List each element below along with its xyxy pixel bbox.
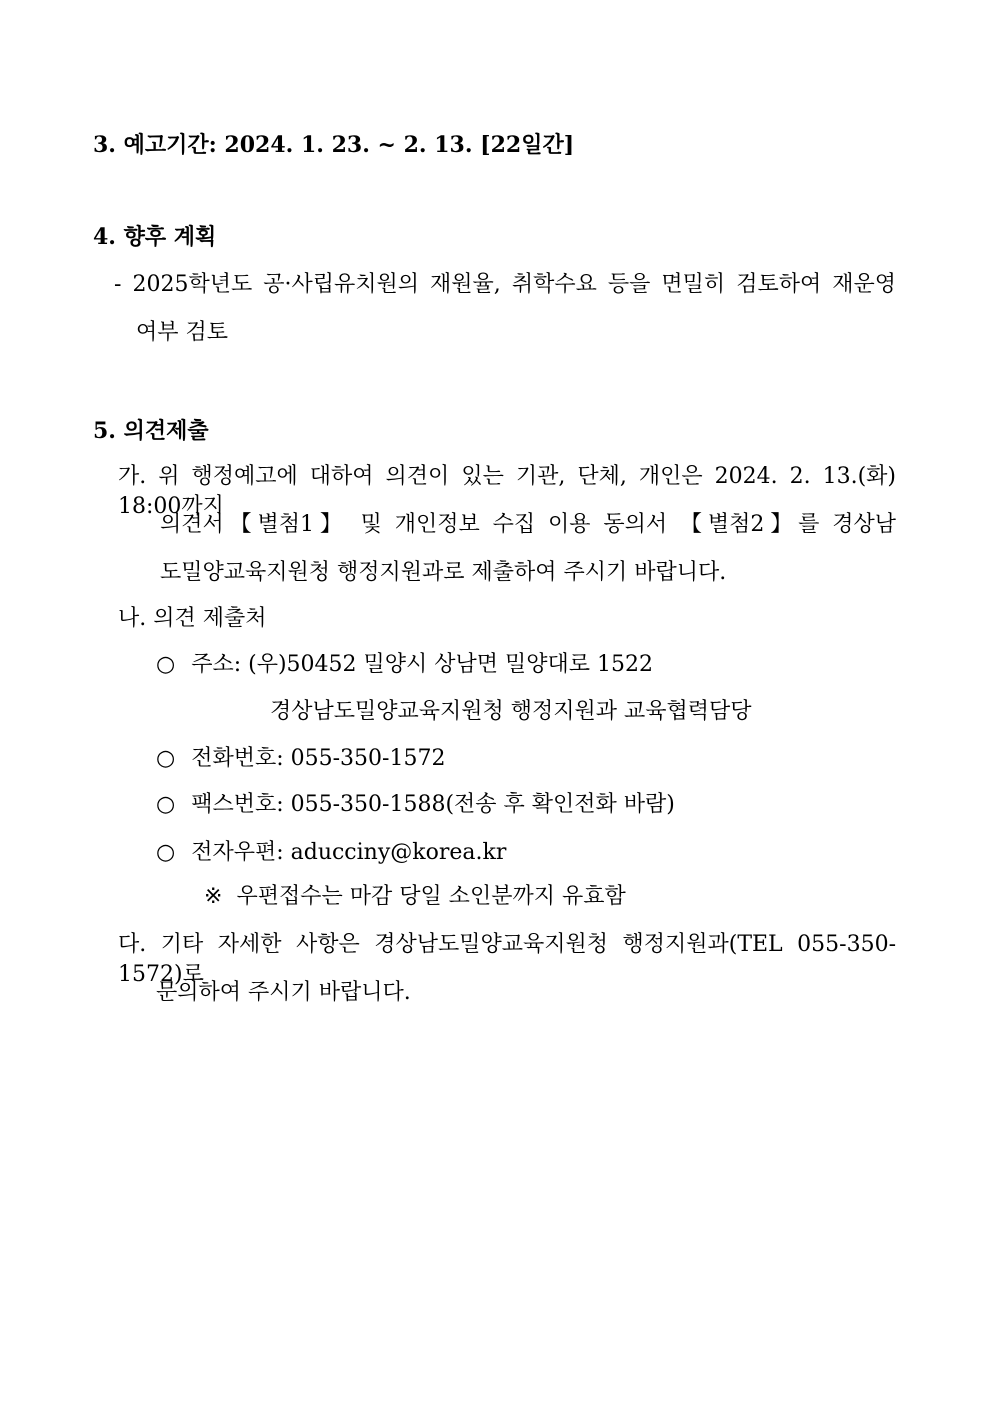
- postal-note: [204, 882, 626, 912]
- bullet-circle-icon: ○: [156, 792, 176, 817]
- phone-item: [156, 744, 445, 774]
- email-item: [156, 838, 506, 868]
- fax-text: 팩스번호: 055-350-1588(전송 후 확인전화 바람): [191, 792, 675, 817]
- address-item: [156, 650, 653, 680]
- section5-ga-line2: 의견서【별첨1】 및 개인정보 수집 이용 동의서 【별첨2】를 경상남: [160, 512, 896, 537]
- bullet-circle-icon: ○: [156, 652, 176, 677]
- fax-item: [156, 790, 675, 820]
- phone-text: 전화번호: 055-350-1572: [191, 746, 446, 771]
- bullet-circle-icon: ○: [156, 840, 176, 865]
- section5-da-line1: 다. 기타 자세한 사항은 경상남도밀양교육지원청 행정지원과(TEL 055-350-1572)로: [118, 932, 896, 987]
- section5-heading: 5. 의견제출: [93, 418, 209, 444]
- email-text: 전자우편: aducciny@korea.kr: [191, 840, 507, 865]
- section4-heading: 4. 향후 계획: [93, 224, 217, 250]
- section4-plan-line2: 여부 검토: [136, 320, 229, 345]
- reference-mark-icon: ※: [204, 884, 223, 909]
- section5-ga-line3: 도밀양교육지원청 행정지원과로 제출하여 주시기 바랍니다.: [160, 560, 727, 585]
- section5-na-title: 나. 의견 제출처: [118, 606, 267, 631]
- section5-ga-line1: 가. 위 행정예고에 대하여 의견이 있는 기관, 단체, 개인은 2024. 2. 13.(화) 18:00까지: [118, 464, 896, 519]
- section4-plan-line1: - 2025학년도 공·사립유치원의 재원율, 취학수요 등을 면밀히 검토하여 재운영: [114, 272, 896, 297]
- section5-da-line2: 문의하여 주시기 바랍니다.: [156, 980, 411, 1005]
- section3-heading: 3. 예고기간: 2024. 1. 23. ~ 2. 13. [22일간]: [93, 132, 575, 158]
- address-text: 주소: (우)50452 밀양시 상남면 밀양대로 1522: [191, 652, 653, 677]
- postal-note-text: 우편접수는 마감 당일 소인분까지 유효함: [236, 884, 626, 909]
- address-line2: 경상남도밀양교육지원청 행정지원과 교육협력담당: [270, 699, 752, 724]
- bullet-circle-icon: ○: [156, 746, 176, 771]
